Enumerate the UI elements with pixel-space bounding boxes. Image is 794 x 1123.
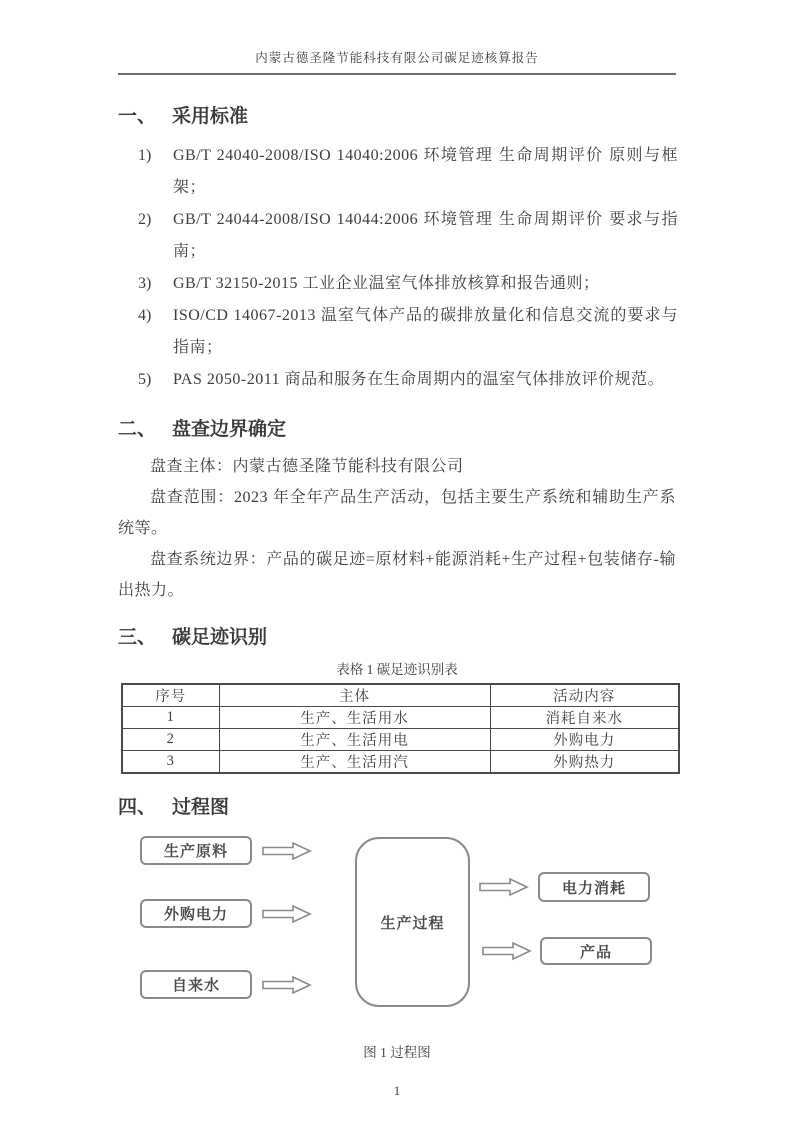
section-1-heading — [118, 101, 676, 128]
table-row — [122, 729, 679, 751]
table-row — [122, 751, 679, 774]
flow-box-output: 产品 — [540, 937, 652, 965]
section-2-title: 盘查边界确定 — [172, 419, 287, 440]
paragraph: 盘查主体：内蒙古德圣隆节能科技有限公司 — [150, 458, 464, 475]
list-item-number: 2) — [138, 211, 152, 228]
table-cell: 生产、生活用水 — [219, 707, 490, 729]
list-item — [138, 364, 678, 396]
table-cell: 生产、生活用汽 — [219, 751, 490, 774]
paragraph: 盘查范围：2023 年全年产品生产活动，包括主要生产系统和辅助生产系统等。 — [118, 489, 676, 537]
list-item-text: PAS 2050-2011 商品和服务在生命周期内的温室气体排放评价规范。 — [173, 371, 665, 388]
flow-arrow-icon — [478, 877, 530, 897]
column-header: 活动内容 — [490, 684, 679, 707]
table-cell: 生产、生活用电 — [219, 729, 490, 751]
section-1-number: 一、 — [118, 106, 157, 127]
table-row — [122, 707, 679, 729]
flow-arrow-icon — [261, 975, 313, 995]
flow-arrow-icon — [261, 841, 313, 861]
document-header — [0, 0, 794, 75]
section-4-title: 过程图 — [172, 797, 230, 818]
table-caption: 表格 1 碳足迹识别表 — [336, 662, 458, 677]
column-header: 主体 — [219, 684, 490, 707]
flow-box-output: 电力消耗 — [538, 872, 650, 902]
standards-list — [138, 140, 678, 396]
section-3-heading — [118, 622, 676, 649]
section-3-number: 三、 — [118, 627, 157, 648]
table-header-row — [122, 684, 679, 707]
list-item-number: 5) — [138, 371, 152, 388]
table-cell: 2 — [122, 729, 219, 751]
section-4-heading — [118, 792, 676, 819]
figure-caption: 图 1 过程图 — [363, 1045, 431, 1060]
list-item-text: GB/T 24044-2008/ISO 14044:2006 环境管理 生命周期评价 要求与指南； — [173, 211, 678, 260]
paragraph: 盘查系统边界：产品的碳足迹=原材料+能源消耗+生产过程+包装储存-输出热力。 — [118, 551, 676, 599]
table-cell: 3 — [122, 751, 219, 774]
section-3-title: 碳足迹识别 — [172, 627, 268, 648]
list-item-number: 4) — [138, 307, 152, 324]
flow-box-input: 外购电力 — [140, 899, 252, 928]
flow-box-process: 生产过程 — [355, 837, 470, 1007]
table-cell: 外购热力 — [490, 751, 679, 774]
list-item — [138, 300, 678, 364]
section-2-heading — [118, 414, 676, 441]
list-item — [138, 268, 678, 300]
header-divider — [118, 73, 676, 75]
table-cell: 1 — [122, 707, 219, 729]
section-1-title: 采用标准 — [172, 106, 249, 127]
boundary-paragraphs — [0, 451, 794, 606]
section-2-number: 二、 — [118, 419, 157, 440]
flow-arrow-icon — [261, 904, 313, 924]
list-item-text: GB/T 32150-2015 工业企业温室气体排放核算和报告通则； — [173, 275, 600, 292]
list-item — [138, 140, 678, 204]
column-header: 序号 — [122, 684, 219, 707]
list-item — [138, 204, 678, 268]
list-item-number: 3) — [138, 275, 152, 292]
section-4-number: 四、 — [118, 797, 157, 818]
list-item-text: GB/T 24040-2008/ISO 14040:2006 环境管理 生命周期评价 原则与框架； — [173, 147, 678, 196]
footprint-table — [121, 683, 680, 774]
flow-box-input: 自来水 — [140, 970, 252, 999]
flow-box-input: 生产原料 — [140, 836, 252, 865]
process-flow-diagram — [0, 829, 794, 1025]
table-cell: 外购电力 — [490, 729, 679, 751]
list-item-text: ISO/CD 14067-2013 温室气体产品的碳排放量化和信息交流的要求与指南； — [173, 307, 678, 356]
page-number: 1 — [393, 1083, 401, 1098]
table-cell: 消耗自来水 — [490, 707, 679, 729]
list-item-number: 1) — [138, 147, 152, 164]
document-header-title: 内蒙古德圣隆节能科技有限公司碳足迹核算报告 — [255, 51, 539, 65]
flow-arrow-icon — [481, 941, 533, 961]
